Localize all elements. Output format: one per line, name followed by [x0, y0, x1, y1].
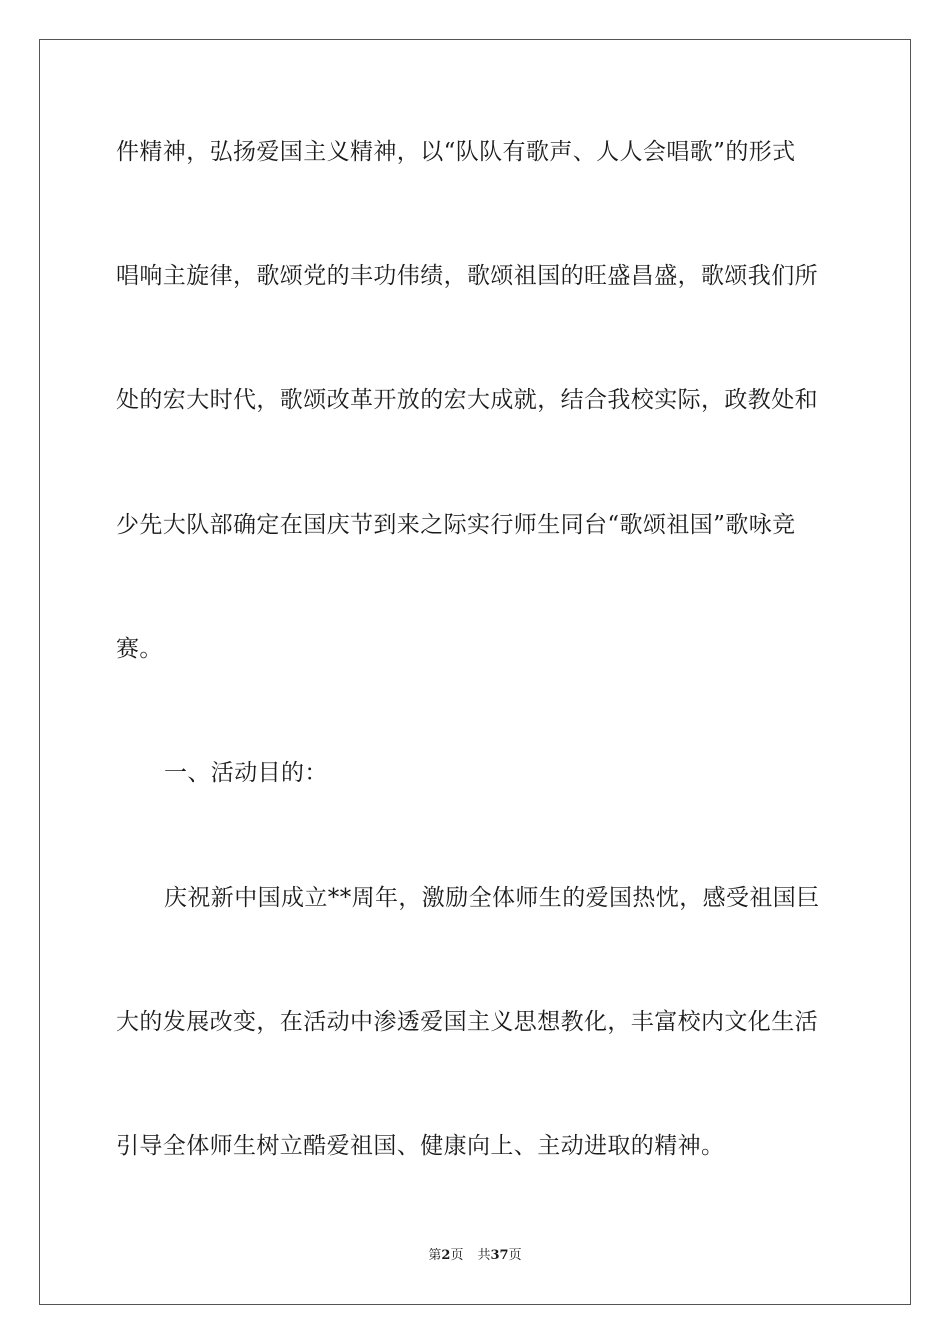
- page-frame: [39, 39, 911, 1305]
- footer-page-number: 2: [441, 1248, 451, 1263]
- footer-page-prefix: 第: [428, 1248, 442, 1263]
- body-line-3: 处的宏大时代，歌颂改革开放的宏大成就，结合我校实际，政教处和: [116, 387, 818, 413]
- body-line-1: 件精神，弘扬爱国主义精神，以“队队有歌声、人人会唱歌”的形式: [116, 139, 796, 165]
- section-heading: 一、活动目的：: [164, 760, 328, 786]
- footer-total-prefix: 共: [477, 1248, 491, 1263]
- footer-total-suffix: 页: [508, 1248, 522, 1263]
- body-line-5: 赛。: [116, 636, 163, 662]
- footer-page-suffix: 页: [450, 1248, 464, 1263]
- body-line-7: 庆祝新中国成立**周年，激励全体师生的爱国热忱，感受祖国巨: [164, 885, 820, 911]
- body-line-2: 唱响主旋律，歌颂党的丰功伟绩，歌颂祖国的旺盛昌盛，歌颂我们所: [116, 263, 818, 289]
- page-footer: [0, 1247, 950, 1265]
- footer-total-pages: 37: [490, 1248, 509, 1263]
- body-line-9: 引导全体师生树立酷爱祖国、健康向上、主动进取的精神。: [116, 1133, 725, 1159]
- body-line-8: 大的发展改变，在活动中渗透爱国主义思想教化，丰富校内文化生活: [116, 1009, 818, 1035]
- body-line-4: 少先大队部确定在国庆节到来之际实行师生同台“歌颂祖国”歌咏竞: [116, 512, 796, 538]
